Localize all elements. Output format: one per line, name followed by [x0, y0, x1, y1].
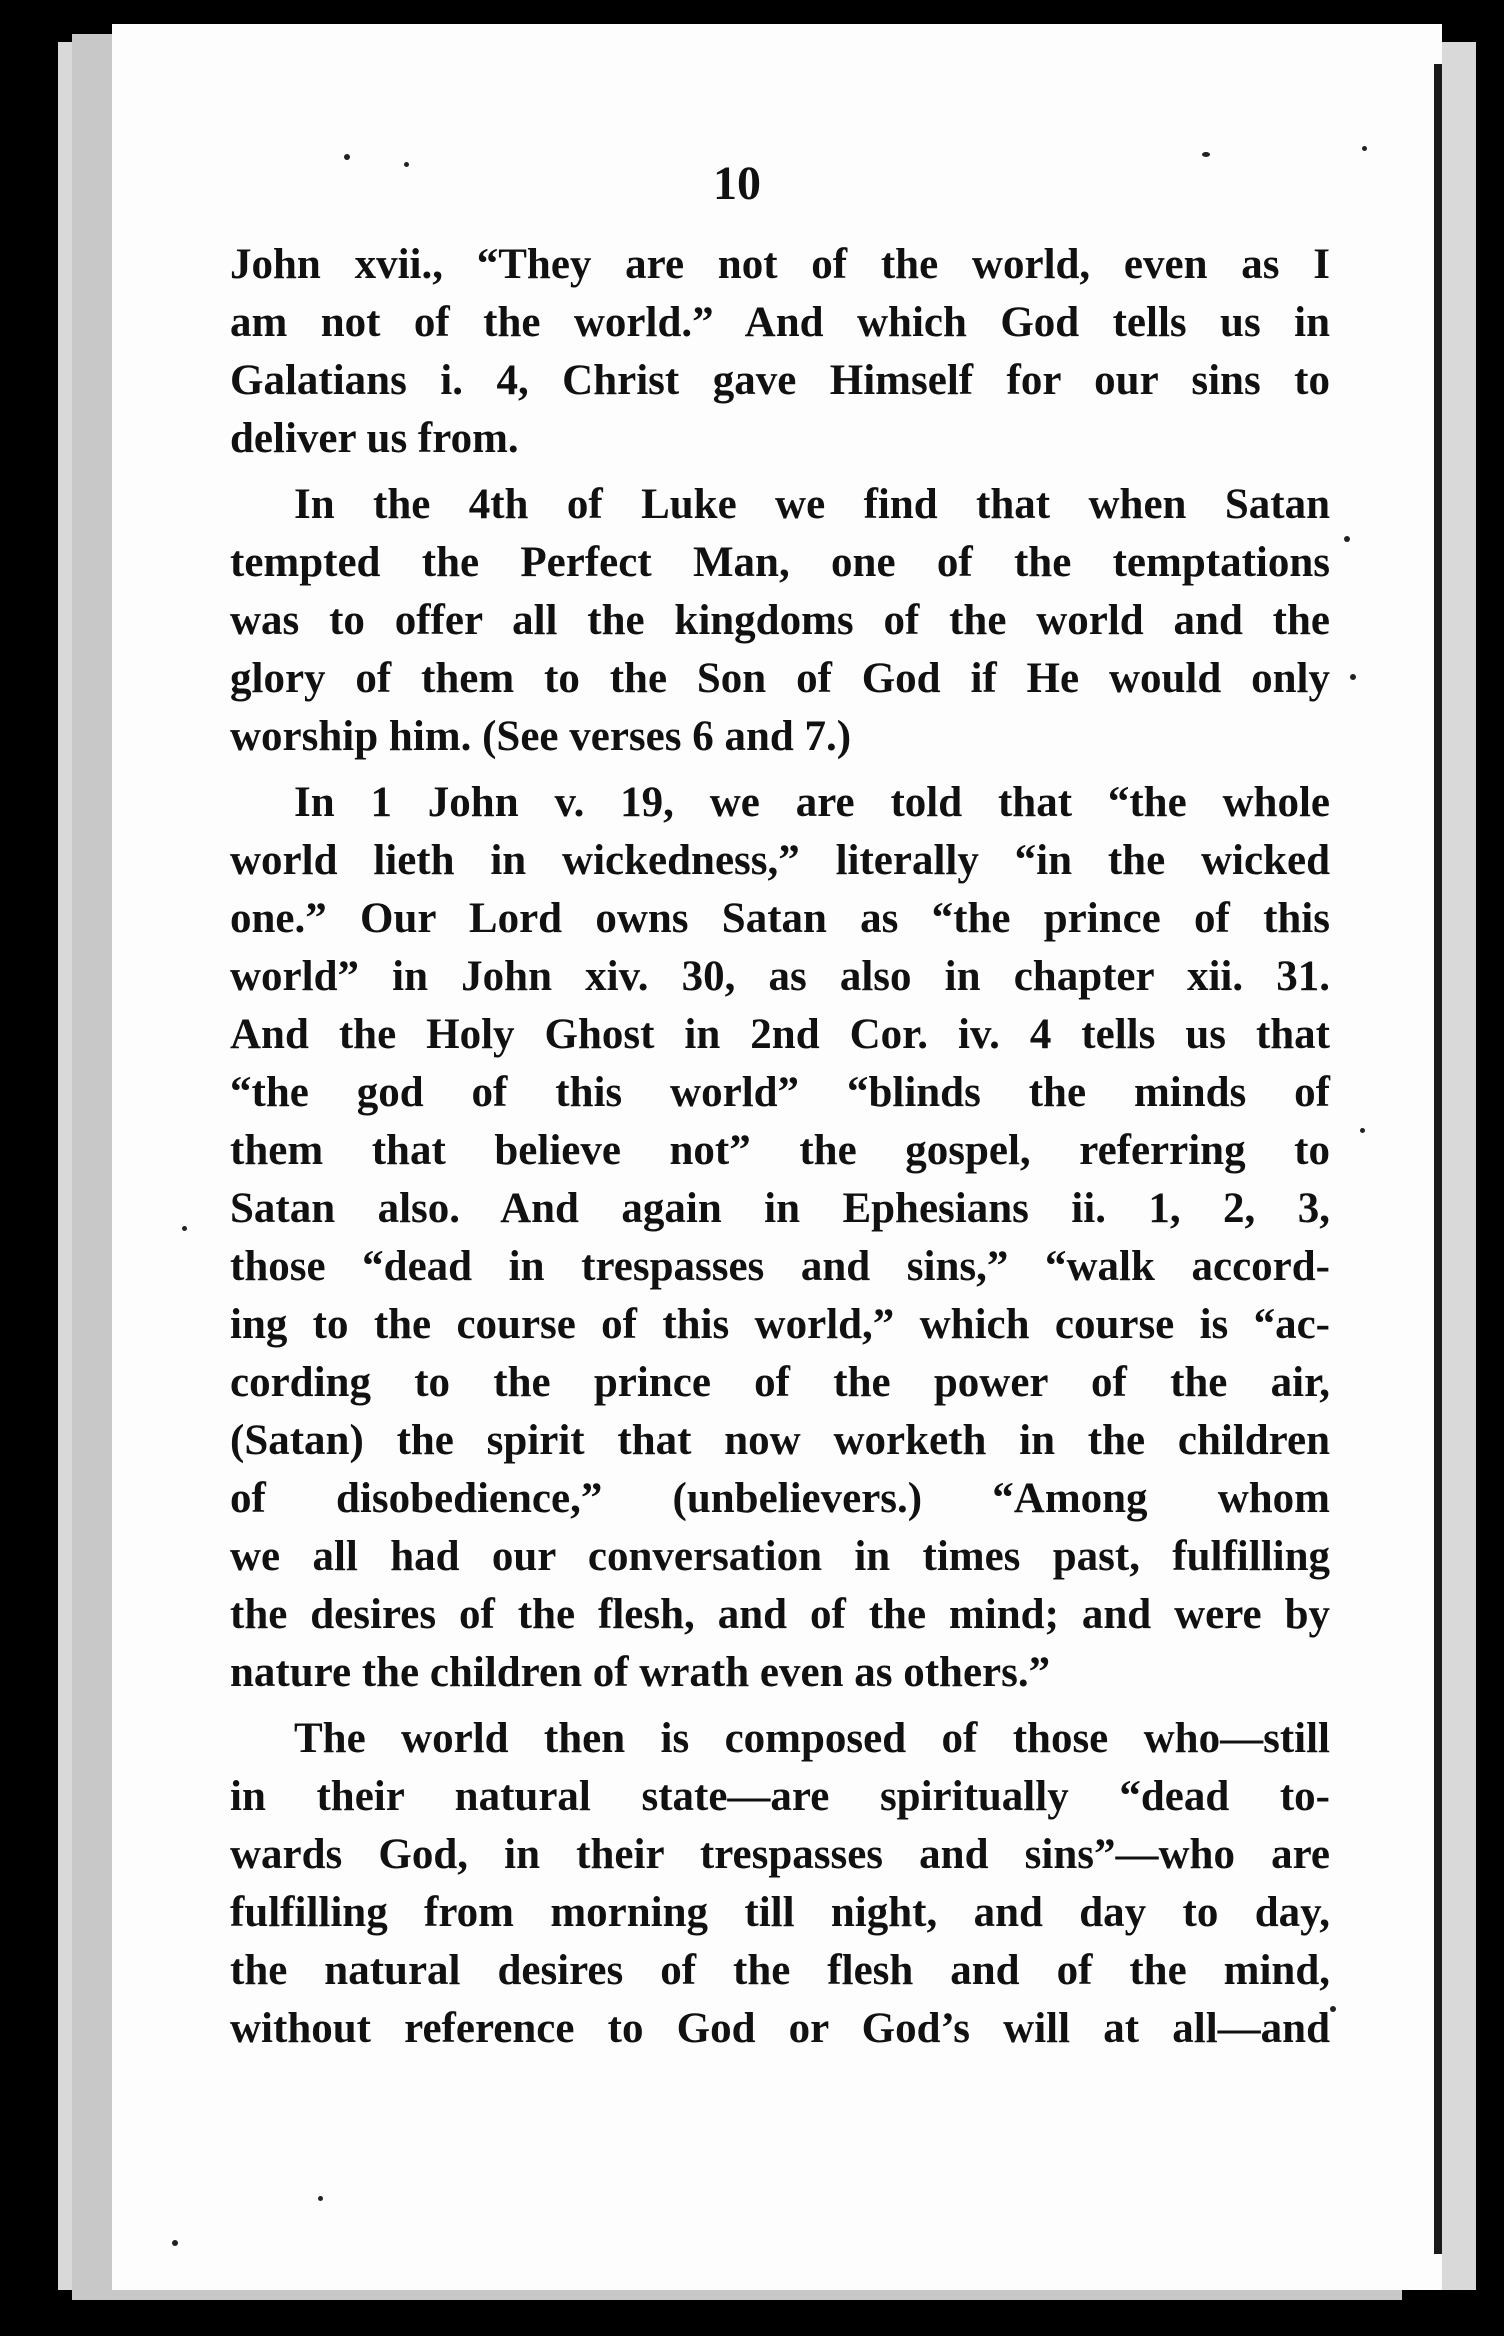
scan-speck [172, 2240, 178, 2246]
paragraph [230, 476, 1330, 766]
scan-speck [1360, 1128, 1365, 1133]
text-line: wards God, in their trespasses and sins”—who are [230, 1831, 1330, 1878]
text-line: worship him. (See verses 6 and 7.) [230, 713, 852, 760]
page-number: 10 [713, 157, 761, 210]
paragraph [230, 236, 1330, 468]
text-line: And the Holy Ghost in 2nd Cor. iv. 4 tells us that [230, 1011, 1330, 1058]
text-line: the natural desires of the flesh and of the mind, [230, 1947, 1330, 1994]
text-line: glory of them to the Son of God if He would only [230, 655, 1330, 702]
text-line: one.” Our Lord owns Satan as “the prince of this [230, 895, 1330, 942]
text-line: am not of the world.” And which God tells us in [230, 299, 1330, 346]
scan-speck [404, 162, 409, 167]
scan-speck [1344, 536, 1350, 542]
text-line: them that believe not” the gospel, referring to [230, 1127, 1330, 1174]
scan-speck [1350, 674, 1356, 680]
text-line: In 1 John v. 19, we are told that “the whole [294, 779, 1330, 826]
text-line: deliver us from. [230, 415, 519, 462]
text-line: John xvii., “They are not of the world, even as I [230, 241, 1330, 288]
text-line: nature the children of wrath even as others.” [230, 1649, 1051, 1696]
text-line: in their natural state—are spiritually “dead to- [230, 1773, 1330, 1820]
page-edge [1434, 64, 1442, 2254]
text-line: world lieth in wickedness,” literally “in the wicked [230, 837, 1330, 884]
text-line: (Satan) the spirit that now worketh in the children [230, 1417, 1330, 1464]
text-line: ing to the course of this world,” which course is “ac- [230, 1301, 1330, 1348]
text-line: cording to the prince of the power of the air, [230, 1359, 1330, 1406]
text-line: tempted the Perfect Man, one of the temptations [230, 539, 1330, 586]
scan-speck [182, 1226, 187, 1231]
text-line: we all had our conversation in times past, fulfilling [230, 1533, 1330, 1580]
scan-speck [1362, 146, 1367, 151]
paragraph [230, 774, 1330, 1702]
text-line: the desires of the flesh, and of the mind; and were by [230, 1591, 1330, 1638]
text-line: was to offer all the kingdoms of the world and the [230, 597, 1330, 644]
body-text [230, 236, 1330, 2058]
text-line: without reference to God or God’s will at all—and [230, 2005, 1330, 2052]
scan-speck [344, 154, 350, 160]
scan-speck [1202, 152, 1210, 157]
text-line: Satan also. And again in Ephesians ii. 1, 2, 3, [230, 1185, 1330, 1232]
text-line: of disobedience,” (unbelievers.) “Among whom [230, 1475, 1330, 1522]
text-line: Galatians i. 4, Christ gave Himself for our sins to [230, 357, 1330, 404]
scan-speck [318, 2196, 323, 2201]
text-line: those “dead in trespasses and sins,” “walk accord- [230, 1243, 1330, 1290]
text-line: world” in John xiv. 30, as also in chapter xii. 31. [230, 953, 1330, 1000]
scan-speck [1330, 2006, 1336, 2012]
scanned-page [112, 24, 1442, 2290]
text-line: fulfilling from morning till night, and day to day, [230, 1889, 1330, 1936]
text-line: In the 4th of Luke we find that when Satan [294, 481, 1330, 528]
paragraph [230, 1710, 1330, 2058]
text-line: “the god of this world” “blinds the minds of [230, 1069, 1330, 1116]
text-line: The world then is composed of those who—still [294, 1715, 1330, 1762]
